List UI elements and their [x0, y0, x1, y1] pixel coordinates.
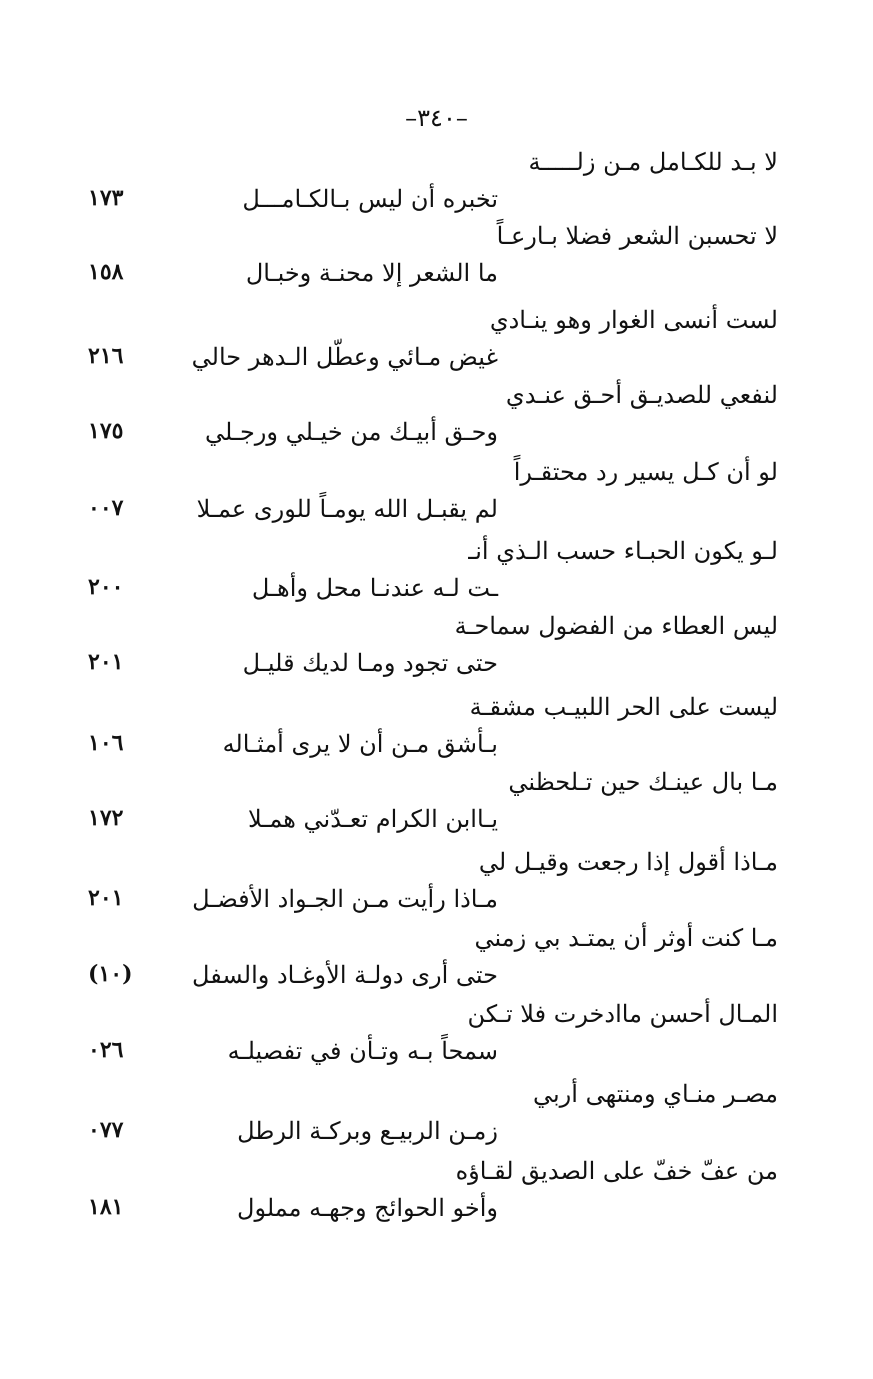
verse-page-ref: ٢١٦ — [88, 343, 124, 369]
verse-second-hemistich: حتى تجود ومـا لديك قليـل — [242, 649, 498, 677]
verse-entry — [88, 1080, 778, 1145]
verse-page-ref: ٠٧٧ — [88, 1117, 124, 1143]
verse-entry — [88, 458, 778, 523]
verse-second-hemistich: مـاذا رأيت مـن الجـواد الأفضـل — [192, 885, 498, 913]
verse-page-ref: ١٧٢ — [88, 805, 124, 831]
verse-page-ref: ١٠٦ — [88, 730, 124, 756]
verse-page-ref: ١٥٨ — [88, 259, 124, 285]
verse-first-hemistich: ليس العطاء من الفضول سماحـة — [454, 612, 778, 640]
verse-first-hemistich: لا تحسبن الشعر فضلا بـارعـاً — [496, 222, 778, 250]
verse-first-hemistich: لا بـد للكـامل مـن زلـــــة — [528, 148, 778, 176]
verse-entry — [88, 612, 778, 677]
verse-first-hemistich: مـاذا أقول إذا رجعت وقيـل لي — [478, 848, 778, 876]
verse-second-hemistich: ـت لـه عندنـا محل وأهـل — [251, 574, 498, 602]
verse-second-hemistich: لم يقبـل الله يومـاً للورى عمـلا — [196, 495, 498, 523]
verse-page-ref: ٠٢٦ — [88, 1037, 124, 1063]
verse-second-hemistich: غيض مـائي وعطّل الـدهر حالي — [191, 343, 498, 371]
verse-first-hemistich: مصـر منـاي ومنتهى أربي — [533, 1080, 778, 1108]
verse-entry — [88, 1157, 778, 1222]
verse-first-hemistich: لو أن كـل يسير رد محتقـراً — [513, 458, 778, 486]
verse-page-ref: ١٨١ — [88, 1194, 124, 1220]
verse-entry — [88, 222, 778, 287]
verse-entry — [88, 924, 778, 989]
verse-page-ref: (١٠) — [88, 961, 133, 987]
verse-entry — [88, 848, 778, 913]
verse-first-hemistich: من عفّ خفّ على الصديق لقـاؤه — [455, 1157, 778, 1185]
page-number: –٣٤٠– — [405, 104, 468, 132]
verse-entry — [88, 1000, 778, 1065]
verse-first-hemistich: المـال أحسن ماادخرت فلا تـكن — [467, 1000, 778, 1028]
verse-page-ref: ٢٠٠ — [88, 574, 124, 600]
verse-second-hemistich: يـاابن الكرام تعـدّني همـلا — [248, 805, 498, 833]
verse-page-ref: ٢٠١ — [88, 885, 124, 911]
verse-second-hemistich: زمـن الربيـع وبركـة الرطل — [237, 1117, 498, 1145]
verse-entry — [88, 693, 778, 758]
verse-entry — [88, 148, 778, 213]
verse-entry — [88, 306, 778, 371]
verse-second-hemistich: ما الشعر إلا محنـة وخبـال — [245, 259, 498, 287]
verse-first-hemistich: ليست على الحر اللبيـب مشقـة — [469, 693, 778, 721]
verse-first-hemistich: لست أنسى الغوار وهو ينـادي — [489, 306, 778, 334]
verse-page-ref: ٢٠١ — [88, 649, 124, 675]
verse-second-hemistich: بـأشق مـن أن لا يرى أمثـاله — [222, 730, 498, 758]
verse-page-ref: ٠٠٧ — [88, 495, 124, 521]
verse-second-hemistich: حتى أرى دولـة الأوغـاد والسفل — [192, 961, 498, 989]
verse-first-hemistich: لـو يكون الحبـاء حسب الـذي أنـ — [468, 537, 778, 565]
verse-second-hemistich: وحـق أبيـك من خيـلي ورجـلي — [204, 418, 498, 446]
verse-page-ref: ١٧٥ — [88, 418, 124, 444]
verse-second-hemistich: سمحاً بـه وتـأن في تفصيلـه — [227, 1037, 498, 1065]
verse-first-hemistich: لنفعي للصديـق أحـق عنـدي — [505, 381, 778, 409]
verse-first-hemistich: مـا بال عينـك حين تـلحظني — [508, 768, 778, 796]
verse-entry — [88, 381, 778, 446]
verse-entry — [88, 768, 778, 833]
verse-first-hemistich: مـا كنت أوثر أن يمتـد بي زمني — [474, 924, 778, 952]
verse-entry — [88, 537, 778, 602]
verse-page-ref: ١٧٣ — [88, 185, 124, 211]
verse-second-hemistich: تخبره أن ليس بـالكـامـــل — [242, 185, 498, 213]
verse-second-hemistich: وأخو الحوائج وجهـه مملول — [237, 1194, 498, 1222]
